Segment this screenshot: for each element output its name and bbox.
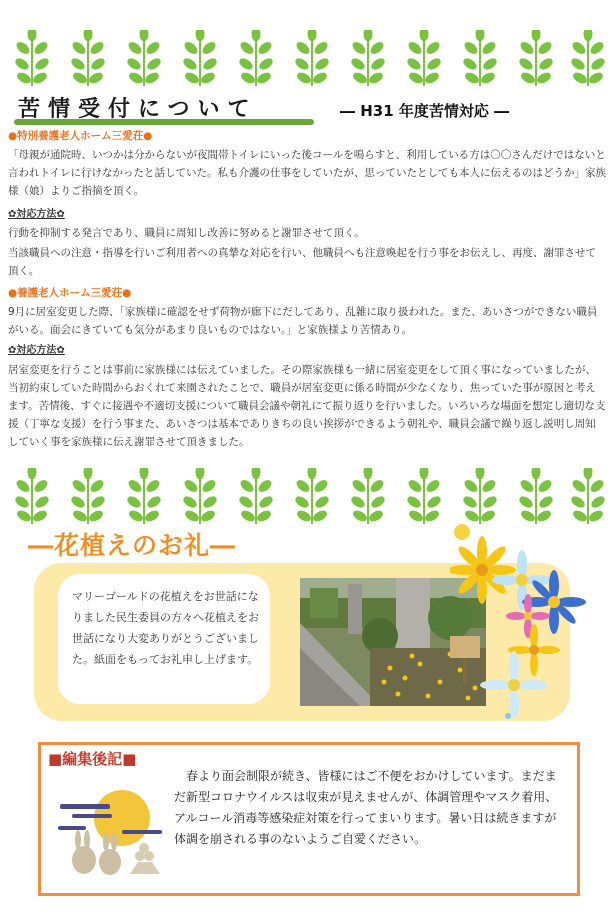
leaf-sprig-icon xyxy=(178,468,222,526)
leaf-sprig-icon xyxy=(566,30,610,88)
facility-heading-2: ●養護老人ホーム三愛荘● xyxy=(8,287,132,299)
year-title: ― H31 年度苦情対応 ― xyxy=(340,102,510,120)
bottom-leaf-decoration xyxy=(0,468,616,528)
leaf-sprig-icon xyxy=(346,30,390,88)
leaf-sprig-icon xyxy=(514,30,558,88)
editor-text: 春より面会制限が続き、皆様にはご不便をおかけしています。まだまだ新型コロナウイルスは収束が見えませんが、体調管理やマスク着用、アルコール消毒等感染症対策を行ってまいります。暑い日は続きますが体調を崩される事のないようご自愛ください。 xyxy=(174,769,558,846)
leaf-sprig-icon xyxy=(458,468,502,526)
leaf-sprig-icon xyxy=(402,468,446,526)
response-2: 居室変更を行うことは事前に家族様には伝えていました。その際家族様も一緒に居室変更をして頂く事になっていましたが、当初約束していた時間からおくれて来園されたことで、職員が居室変更に係る時間が少なくなり、焦っていた事が原因と考えます。苦情後、すぐに接遇や不適切支援について職員会議や朝礼にて振り返りを行いました。いろいろな場面を想定し適切な支援（丁寧な支援）を行う事また、あいさつは基本でありきちの良い挨拶ができるよう朝礼や、職員会議で繰り返し説明し周知していく事を家族様に伝え謝罪させて頂きました。 xyxy=(8,364,606,448)
response-heading-2: ✿対応方法✿ xyxy=(8,345,65,356)
leaf-sprig-icon xyxy=(234,30,278,88)
leaf-sprig-icon xyxy=(10,30,54,88)
leaf-sprig-icon xyxy=(10,468,54,526)
leaf-sprig-icon xyxy=(234,468,278,526)
editor-title: ■編集後記■ xyxy=(48,750,137,768)
response-heading-1: ✿対応方法✿ xyxy=(8,209,65,220)
leaf-sprig-icon xyxy=(346,468,390,526)
leaf-sprig-icon xyxy=(458,30,502,88)
thanks-text: マリーゴールドの花植えをお世話になりました民生委員の方々へ花植えをお世話になり大変ありがとうございました。紙面をもってお礼申し上げます。 xyxy=(72,590,259,666)
response-1a: 行動を抑制する発言であり、職員に周知し改善に努めると謝罪させて頂く。 xyxy=(8,227,365,239)
leaf-sprig-icon xyxy=(66,30,110,88)
moon-rabbit-illustration xyxy=(52,770,168,882)
complaint-2: 9月に居室変更した際、「家族様に確認をせず荷物が廊下にだしてあり、乱雑に取り扱われた。また、あいさつができない職員がいる。面会にきていても気分があまり良いものではない。」と家族様より苦情あり。 xyxy=(8,306,598,336)
section-title xyxy=(14,92,304,122)
leaf-sprig-icon xyxy=(514,468,558,526)
leaf-sprig-icon xyxy=(122,30,166,88)
leaf-sprig-icon xyxy=(178,30,222,88)
response-1b: 当該職員への注意・指導を行いご利用者への真摯な対応を行い、他職員へも注意喚起を行う事をお伝えし、再度、謝罪させて頂く。 xyxy=(8,247,596,277)
leaf-sprig-icon xyxy=(402,30,446,88)
page-title: 苦情受付について xyxy=(18,97,258,122)
flower-decoration xyxy=(450,520,590,720)
facility-heading-1: ●特別養護老人ホーム三愛荘● xyxy=(8,130,153,142)
top-leaf-decoration xyxy=(0,30,616,90)
thanks-title: ―花植えのお礼― xyxy=(28,531,237,560)
leaf-sprig-icon xyxy=(290,468,334,526)
leaf-sprig-icon xyxy=(290,30,334,88)
leaf-sprig-icon xyxy=(566,468,610,526)
complaint-1: 「母親が通院時、いつかは分からないが夜間帯トイレにいった後コールを鳴らすと、利用している方は〇〇さんだけではないと言われトイレに行けなかったと話していた。私も介護の仕事をしていたが、思っていたとしても本人に伝えるのはどうか」家族様（娘）よりご指摘を頂く。 xyxy=(8,149,606,197)
leaf-sprig-icon xyxy=(66,468,110,526)
leaf-sprig-icon xyxy=(122,468,166,526)
